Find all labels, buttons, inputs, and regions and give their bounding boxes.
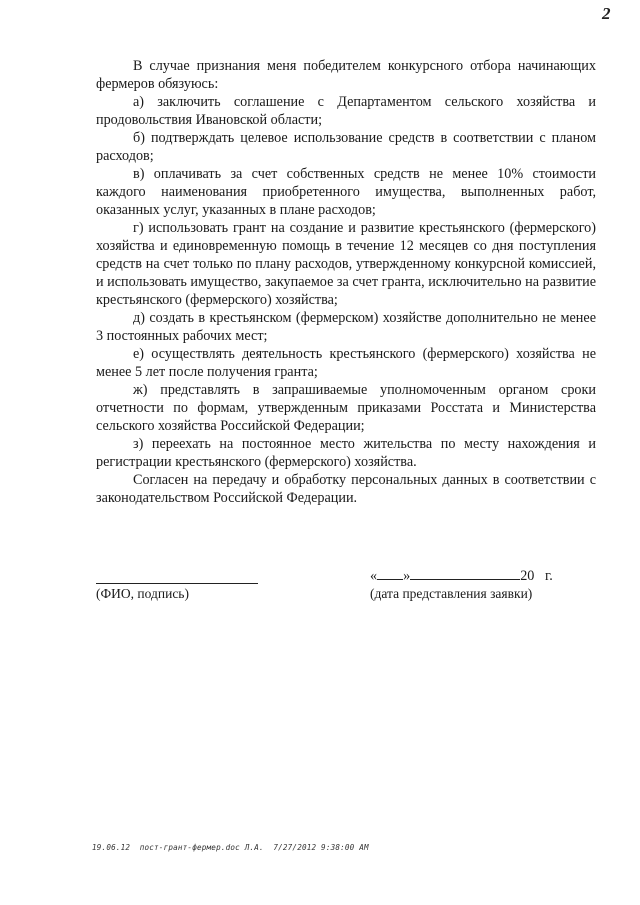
date-field (370, 567, 553, 585)
signature-line (96, 583, 258, 584)
footer-file-info: 19.06.12 пост-грант-фермер.doc Л.А. 7/27/2012 9:38:00 AM (92, 843, 369, 852)
day-blank (377, 567, 403, 580)
page-number: 2 (602, 4, 611, 23)
paragraph-item-d: д) создать в крестьянском (фермерском) хозяйстве дополнительно не менее 3 постоянных рабочих мест; (96, 310, 596, 344)
date-open-quote: « (370, 568, 378, 584)
paragraph-item-b: б) подтверждать целевое использование средств в соответствии с планом расходов; (96, 130, 596, 164)
document-body (96, 57, 596, 507)
paragraph-intro: В случае признания меня победителем конкурсного отбора начинающих фермеров обязуюсь: (96, 58, 596, 92)
paragraph-item-a: а) заключить соглашение с Департаментом сельского хозяйства и продовольствия Ивановской области; (96, 94, 596, 128)
paragraph-item-g: г) использовать грант на создание и развитие крестьянского (фермерского) хозяйства и единовременную помощь в течение 12 месяцев со дня поступления средств на счет только по плану расходов, утвержденному конкурсной комиссией, и использовать имущество, закупаемое за счет гранта, исключительно на развитие крестьянского (фермерского) хозяйства; (96, 220, 596, 308)
paragraph-item-z: з) переехать на постоянное место жительства по месту нахождения и регистрации крестьянского (фермерского) хозяйства. (96, 436, 596, 470)
paragraph-consent: Согласен на передачу и обработку персональных данных в соответствии с законодательством Российской Федерации. (96, 472, 596, 506)
date-year: 20 г. (520, 568, 553, 584)
signature-caption: (ФИО, подпись) (96, 586, 189, 601)
paragraph-item-v: в) оплачивать за счет собственных средств не менее 10% стоимости каждого наименования приобретенного имущества, выполненных работ, оказанных услуг, указанных в плане расходов; (96, 166, 596, 218)
date-caption: (дата представления заявки) (370, 586, 533, 601)
date-close-quote: » (403, 568, 411, 584)
paragraph-item-zh: ж) представлять в запрашиваемые уполномоченным органом сроки отчетности по формам, утвержденным приказами Росстата и Министерства сельского хозяйства Российской Федерации; (96, 382, 596, 434)
paragraph-item-e: е) осуществлять деятельность крестьянского (фермерского) хозяйства не менее 5 лет после получения гранта; (96, 346, 596, 380)
month-blank (410, 567, 520, 580)
